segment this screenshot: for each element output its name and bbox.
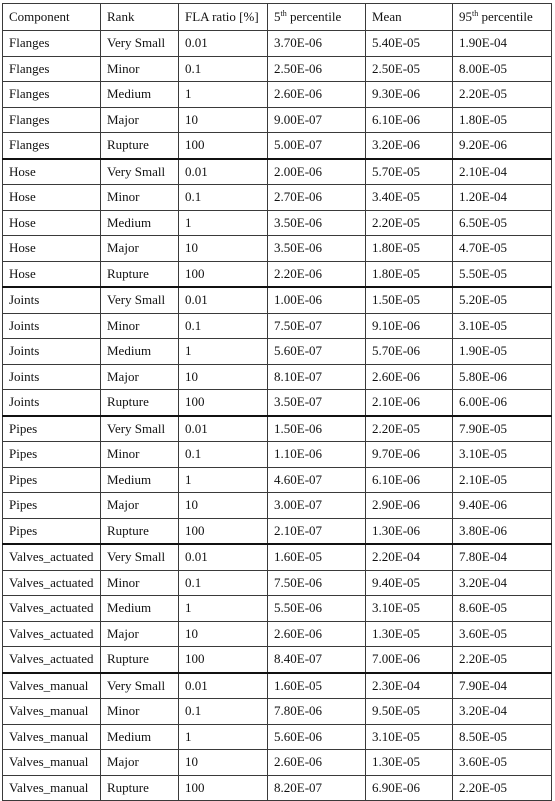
cell-rank: Major [101, 364, 179, 390]
table-row [3, 596, 552, 622]
cell-rank: Medium [101, 339, 179, 365]
cell-fla-ratio: 10 [179, 107, 268, 133]
cell-mean: 2.20E-05 [366, 210, 453, 236]
cell-mean: 2.20E-04 [366, 544, 453, 570]
cell-mean: 3.40E-05 [366, 185, 453, 211]
cell-fla-ratio: 10 [179, 750, 268, 776]
cell-5th-percentile: 8.10E-07 [268, 364, 366, 390]
cell-mean: 7.00E-06 [366, 647, 453, 673]
p95-superscript: th [472, 9, 479, 18]
table-row [3, 724, 552, 750]
cell-95th-percentile: 4.70E-05 [453, 236, 552, 262]
cell-rank: Minor [101, 699, 179, 725]
cell-fla-ratio: 0.01 [179, 287, 268, 313]
cell-mean: 3.10E-05 [366, 596, 453, 622]
cell-95th-percentile: 3.60E-05 [453, 621, 552, 647]
table-row [3, 133, 552, 159]
cell-rank: Medium [101, 82, 179, 108]
cell-component: Valves_actuated [3, 621, 101, 647]
cell-5th-percentile: 2.00E-06 [268, 159, 366, 185]
cell-5th-percentile: 3.50E-06 [268, 236, 366, 262]
cell-5th-percentile: 1.60E-05 [268, 544, 366, 570]
cell-rank: Rupture [101, 261, 179, 287]
cell-5th-percentile: 3.00E-07 [268, 493, 366, 519]
cell-rank: Major [101, 493, 179, 519]
cell-fla-ratio: 100 [179, 133, 268, 159]
cell-95th-percentile: 1.80E-05 [453, 107, 552, 133]
column-header-5th-percentile [268, 4, 366, 31]
cell-fla-ratio: 1 [179, 210, 268, 236]
cell-95th-percentile: 1.90E-04 [453, 31, 552, 57]
cell-fla-ratio: 10 [179, 236, 268, 262]
cell-mean: 6.10E-06 [366, 467, 453, 493]
cell-rank: Very Small [101, 673, 179, 699]
cell-fla-ratio: 0.1 [179, 313, 268, 339]
p5-superscript: th [280, 9, 287, 18]
cell-mean: 1.30E-05 [366, 621, 453, 647]
cell-rank: Very Small [101, 287, 179, 313]
cell-component: Flanges [3, 56, 101, 82]
cell-95th-percentile: 2.20E-05 [453, 82, 552, 108]
cell-mean: 2.60E-06 [366, 364, 453, 390]
table-row [3, 621, 552, 647]
cell-rank: Very Small [101, 159, 179, 185]
cell-component: Hose [3, 236, 101, 262]
cell-fla-ratio: 100 [179, 775, 268, 801]
cell-mean: 5.70E-06 [366, 339, 453, 365]
column-header-rank: Rank [101, 4, 179, 31]
cell-95th-percentile: 8.60E-05 [453, 596, 552, 622]
cell-fla-ratio: 10 [179, 493, 268, 519]
cell-rank: Rupture [101, 133, 179, 159]
cell-95th-percentile: 3.80E-06 [453, 518, 552, 544]
cell-mean: 5.40E-05 [366, 31, 453, 57]
cell-component: Pipes [3, 493, 101, 519]
table-row [3, 518, 552, 544]
cell-fla-ratio: 1 [179, 339, 268, 365]
cell-95th-percentile: 7.90E-04 [453, 673, 552, 699]
cell-fla-ratio: 10 [179, 364, 268, 390]
cell-95th-percentile: 7.90E-05 [453, 416, 552, 442]
cell-fla-ratio: 0.01 [179, 416, 268, 442]
cell-mean: 6.90E-06 [366, 775, 453, 801]
cell-component: Hose [3, 210, 101, 236]
cell-95th-percentile: 2.20E-05 [453, 647, 552, 673]
cell-95th-percentile: 3.60E-05 [453, 750, 552, 776]
cell-rank: Rupture [101, 518, 179, 544]
table-row [3, 236, 552, 262]
table-row [3, 364, 552, 390]
cell-95th-percentile: 9.40E-06 [453, 493, 552, 519]
cell-rank: Medium [101, 467, 179, 493]
cell-5th-percentile: 3.70E-06 [268, 31, 366, 57]
cell-component: Valves_manual [3, 775, 101, 801]
cell-95th-percentile: 5.80E-06 [453, 364, 552, 390]
cell-rank: Minor [101, 570, 179, 596]
cell-fla-ratio: 0.01 [179, 159, 268, 185]
cell-fla-ratio: 10 [179, 621, 268, 647]
cell-95th-percentile: 5.20E-05 [453, 287, 552, 313]
cell-rank: Medium [101, 596, 179, 622]
cell-component: Valves_actuated [3, 647, 101, 673]
cell-5th-percentile: 7.50E-07 [268, 313, 366, 339]
cell-component: Valves_manual [3, 699, 101, 725]
table-row [3, 493, 552, 519]
cell-5th-percentile: 1.00E-06 [268, 287, 366, 313]
cell-rank: Major [101, 236, 179, 262]
cell-component: Valves_actuated [3, 596, 101, 622]
cell-component: Pipes [3, 416, 101, 442]
cell-mean: 2.30E-04 [366, 673, 453, 699]
p5-label: percentile [286, 9, 342, 24]
cell-fla-ratio: 0.01 [179, 673, 268, 699]
table-row [3, 750, 552, 776]
cell-rank: Minor [101, 313, 179, 339]
cell-rank: Minor [101, 56, 179, 82]
cell-component: Flanges [3, 107, 101, 133]
cell-fla-ratio: 0.1 [179, 699, 268, 725]
cell-mean: 1.80E-05 [366, 236, 453, 262]
cell-rank: Minor [101, 185, 179, 211]
cell-mean: 3.20E-06 [366, 133, 453, 159]
cell-95th-percentile: 8.50E-05 [453, 724, 552, 750]
cell-component: Valves_manual [3, 724, 101, 750]
cell-component: Flanges [3, 133, 101, 159]
cell-5th-percentile: 7.80E-06 [268, 699, 366, 725]
cell-component: Pipes [3, 467, 101, 493]
table-row [3, 210, 552, 236]
table-header [3, 4, 552, 31]
table-row [3, 775, 552, 801]
cell-5th-percentile: 5.50E-06 [268, 596, 366, 622]
cell-95th-percentile: 3.20E-04 [453, 570, 552, 596]
cell-mean: 9.40E-05 [366, 570, 453, 596]
cell-mean: 9.70E-06 [366, 442, 453, 468]
cell-95th-percentile: 3.10E-05 [453, 313, 552, 339]
cell-95th-percentile: 6.50E-05 [453, 210, 552, 236]
table-row [3, 313, 552, 339]
cell-95th-percentile: 5.50E-05 [453, 261, 552, 287]
cell-mean: 1.30E-05 [366, 750, 453, 776]
table-row [3, 31, 552, 57]
cell-component: Flanges [3, 31, 101, 57]
cell-component: Hose [3, 261, 101, 287]
cell-5th-percentile: 1.10E-06 [268, 442, 366, 468]
cell-rank: Rupture [101, 390, 179, 416]
cell-95th-percentile: 7.80E-04 [453, 544, 552, 570]
cell-component: Valves_actuated [3, 570, 101, 596]
cell-95th-percentile: 8.00E-05 [453, 56, 552, 82]
cell-mean: 2.50E-05 [366, 56, 453, 82]
cell-rank: Major [101, 107, 179, 133]
cell-5th-percentile: 2.10E-07 [268, 518, 366, 544]
cell-5th-percentile: 2.50E-06 [268, 56, 366, 82]
cell-5th-percentile: 7.50E-06 [268, 570, 366, 596]
p95-label: percentile [478, 9, 533, 24]
table-row [3, 56, 552, 82]
table-row [3, 673, 552, 699]
cell-component: Joints [3, 287, 101, 313]
cell-fla-ratio: 0.1 [179, 185, 268, 211]
cell-95th-percentile: 1.90E-05 [453, 339, 552, 365]
cell-rank: Medium [101, 724, 179, 750]
cell-mean: 5.70E-05 [366, 159, 453, 185]
cell-component: Flanges [3, 82, 101, 108]
cell-mean: 1.30E-06 [366, 518, 453, 544]
table-row [3, 82, 552, 108]
column-header-95th-percentile [453, 4, 552, 31]
cell-component: Hose [3, 159, 101, 185]
leak-frequency-table [2, 3, 552, 801]
cell-fla-ratio: 1 [179, 596, 268, 622]
table-row [3, 339, 552, 365]
cell-fla-ratio: 100 [179, 518, 268, 544]
cell-95th-percentile: 6.00E-06 [453, 390, 552, 416]
cell-5th-percentile: 9.00E-07 [268, 107, 366, 133]
cell-rank: Very Small [101, 416, 179, 442]
cell-component: Joints [3, 364, 101, 390]
table-row [3, 416, 552, 442]
table-row [3, 159, 552, 185]
cell-rank: Minor [101, 442, 179, 468]
cell-5th-percentile: 8.40E-07 [268, 647, 366, 673]
cell-fla-ratio: 1 [179, 724, 268, 750]
cell-5th-percentile: 2.60E-06 [268, 750, 366, 776]
cell-95th-percentile: 2.10E-05 [453, 467, 552, 493]
cell-mean: 9.30E-06 [366, 82, 453, 108]
cell-component: Pipes [3, 442, 101, 468]
cell-mean: 6.10E-06 [366, 107, 453, 133]
cell-component: Valves_manual [3, 673, 101, 699]
table-row [3, 544, 552, 570]
cell-fla-ratio: 100 [179, 261, 268, 287]
cell-mean: 2.10E-06 [366, 390, 453, 416]
cell-fla-ratio: 0.1 [179, 442, 268, 468]
cell-mean: 3.10E-05 [366, 724, 453, 750]
cell-fla-ratio: 0.01 [179, 544, 268, 570]
cell-rank: Major [101, 750, 179, 776]
cell-95th-percentile: 3.20E-04 [453, 699, 552, 725]
table-row [3, 107, 552, 133]
table-row [3, 390, 552, 416]
cell-rank: Major [101, 621, 179, 647]
cell-fla-ratio: 1 [179, 82, 268, 108]
cell-5th-percentile: 2.60E-06 [268, 621, 366, 647]
cell-component: Joints [3, 313, 101, 339]
table-row [3, 699, 552, 725]
p5-number: 5 [274, 9, 281, 24]
cell-mean: 1.50E-05 [366, 287, 453, 313]
cell-fla-ratio: 0.1 [179, 570, 268, 596]
cell-component: Pipes [3, 518, 101, 544]
cell-5th-percentile: 3.50E-06 [268, 210, 366, 236]
table-row [3, 647, 552, 673]
cell-5th-percentile: 5.60E-07 [268, 339, 366, 365]
table-row [3, 467, 552, 493]
cell-component: Joints [3, 390, 101, 416]
table-row [3, 287, 552, 313]
cell-fla-ratio: 100 [179, 390, 268, 416]
cell-5th-percentile: 4.60E-07 [268, 467, 366, 493]
cell-mean: 1.80E-05 [366, 261, 453, 287]
cell-component: Hose [3, 185, 101, 211]
column-header-mean: Mean [366, 4, 453, 31]
cell-5th-percentile: 2.60E-06 [268, 82, 366, 108]
cell-5th-percentile: 1.50E-06 [268, 416, 366, 442]
cell-rank: Medium [101, 210, 179, 236]
cell-rank: Very Small [101, 544, 179, 570]
cell-5th-percentile: 5.60E-06 [268, 724, 366, 750]
cell-5th-percentile: 3.50E-07 [268, 390, 366, 416]
cell-fla-ratio: 1 [179, 467, 268, 493]
table-row [3, 442, 552, 468]
column-header-fla-ratio: FLA ratio [%] [179, 4, 268, 31]
table-row [3, 261, 552, 287]
cell-95th-percentile: 2.20E-05 [453, 775, 552, 801]
column-header-component: Component [3, 4, 101, 31]
cell-5th-percentile: 2.70E-06 [268, 185, 366, 211]
p95-number: 95 [459, 9, 472, 24]
cell-95th-percentile: 2.10E-04 [453, 159, 552, 185]
cell-fla-ratio: 100 [179, 647, 268, 673]
cell-rank: Very Small [101, 31, 179, 57]
cell-rank: Rupture [101, 647, 179, 673]
cell-component: Valves_actuated [3, 544, 101, 570]
table-body [3, 31, 552, 801]
cell-5th-percentile: 8.20E-07 [268, 775, 366, 801]
cell-95th-percentile: 1.20E-04 [453, 185, 552, 211]
cell-mean: 9.50E-05 [366, 699, 453, 725]
cell-rank: Rupture [101, 775, 179, 801]
cell-fla-ratio: 0.01 [179, 31, 268, 57]
cell-5th-percentile: 2.20E-06 [268, 261, 366, 287]
cell-fla-ratio: 0.1 [179, 56, 268, 82]
cell-component: Joints [3, 339, 101, 365]
cell-95th-percentile: 9.20E-06 [453, 133, 552, 159]
table-row [3, 185, 552, 211]
cell-5th-percentile: 1.60E-05 [268, 673, 366, 699]
cell-mean: 2.90E-06 [366, 493, 453, 519]
cell-mean: 9.10E-06 [366, 313, 453, 339]
cell-component: Valves_manual [3, 750, 101, 776]
cell-95th-percentile: 3.10E-05 [453, 442, 552, 468]
table-row [3, 570, 552, 596]
cell-mean: 2.20E-05 [366, 416, 453, 442]
cell-5th-percentile: 5.00E-07 [268, 133, 366, 159]
header-row [3, 4, 552, 31]
